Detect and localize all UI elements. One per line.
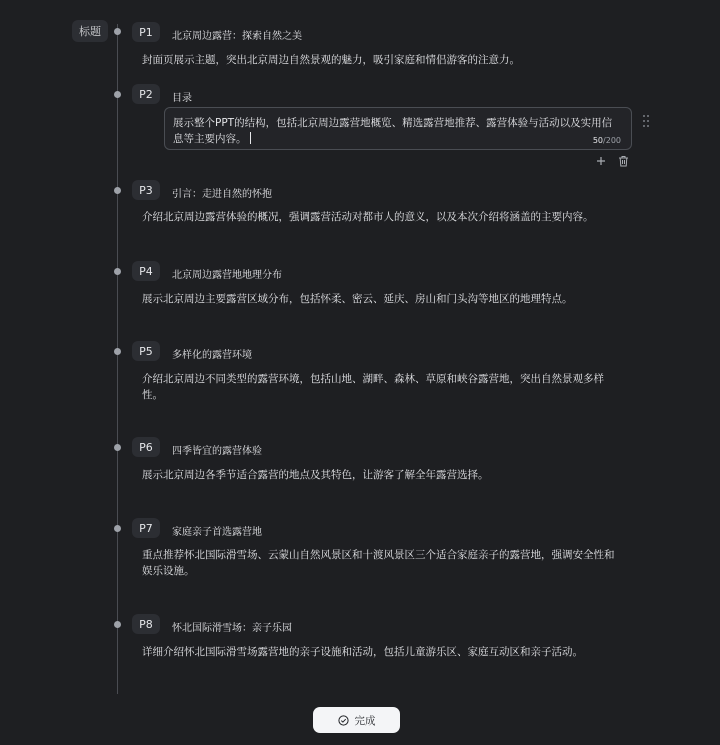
- timeline-dot: [114, 444, 121, 451]
- description-editor-text[interactable]: 展示整个PPT的结构，包括北京周边露营地概览、精选露营地推荐、露营体验与活动以及实用信息等主要内容。: [173, 117, 613, 145]
- page-description[interactable]: 封面页展示主题，突出北京周边自然景观的魅力，吸引家庭和情侣游客的注意力。: [142, 54, 520, 66]
- page-title[interactable]: 怀北国际滑雪场：亲子乐园: [172, 623, 292, 634]
- page-title[interactable]: 四季皆宜的露营体验: [172, 446, 262, 457]
- page-number-badge: P5: [132, 341, 160, 361]
- page-description[interactable]: 介绍北京周边露营体验的概况，强调露营活动对都市人的意义，以及本次介绍将涵盖的主要内容。: [142, 211, 594, 223]
- page-title[interactable]: 家庭亲子首选露营地: [172, 527, 262, 538]
- page-description[interactable]: 展示北京周边主要露营区域分布，包括怀柔、密云、延庆、房山和门头沟等地区的地理特点。: [142, 293, 573, 305]
- title-badge: 标题: [72, 20, 108, 42]
- page-number-badge: P8: [132, 614, 160, 634]
- page-number-badge: P3: [132, 180, 160, 200]
- timeline-dot: [114, 268, 121, 275]
- page-number-badge: P2: [132, 84, 160, 104]
- trash-icon[interactable]: [618, 155, 629, 167]
- character-counter: [593, 136, 621, 145]
- check-circle-icon: [338, 715, 349, 726]
- page-title[interactable]: 多样化的露营环境: [172, 350, 252, 361]
- plus-icon[interactable]: [596, 156, 606, 166]
- page-number-badge: P6: [132, 437, 160, 457]
- page-number-badge: P7: [132, 518, 160, 538]
- text-caret: [250, 132, 251, 144]
- page-description[interactable]: 详细介绍怀北国际滑雪场露营地的亲子设施和活动，包括儿童游乐区、家庭互动区和亲子活动。: [142, 646, 583, 658]
- page-title[interactable]: 引言：走进自然的怀抱: [172, 189, 272, 200]
- drag-handle-icon[interactable]: [642, 114, 650, 128]
- timeline-dot: [114, 348, 121, 355]
- timeline-dot: [114, 91, 121, 98]
- page-title[interactable]: 北京周边露营地地理分布: [172, 270, 282, 281]
- description-editor[interactable]: [164, 107, 632, 150]
- page-description[interactable]: 重点推荐怀北国际滑雪场、云蒙山自然风景区和十渡风景区三个适合家庭亲子的露营地，强调安全性和娱乐设施。: [142, 549, 615, 577]
- character-max: /200: [603, 136, 621, 145]
- page-description[interactable]: 展示北京周边各季节适合露营的地点及其特色，让游客了解全年露营选择。: [142, 469, 489, 481]
- timeline-dot: [114, 28, 121, 35]
- page-title[interactable]: 北京周边露营：探索自然之美: [172, 31, 302, 42]
- page-title[interactable]: 目录: [172, 93, 192, 104]
- timeline-dot: [114, 525, 121, 532]
- done-button[interactable]: [313, 707, 400, 733]
- timeline-line: [117, 24, 118, 694]
- timeline-dot: [114, 621, 121, 628]
- timeline-dot: [114, 187, 121, 194]
- done-button-label: 完成: [354, 714, 376, 727]
- page-number-badge: P1: [132, 22, 160, 42]
- page-description[interactable]: 介绍北京周边不同类型的露营环境，包括山地、湖畔、森林、草原和峡谷露营地，突出自然景观多样性。: [142, 373, 604, 401]
- character-count: 50: [592, 136, 604, 145]
- page-number-badge: P4: [132, 261, 160, 281]
